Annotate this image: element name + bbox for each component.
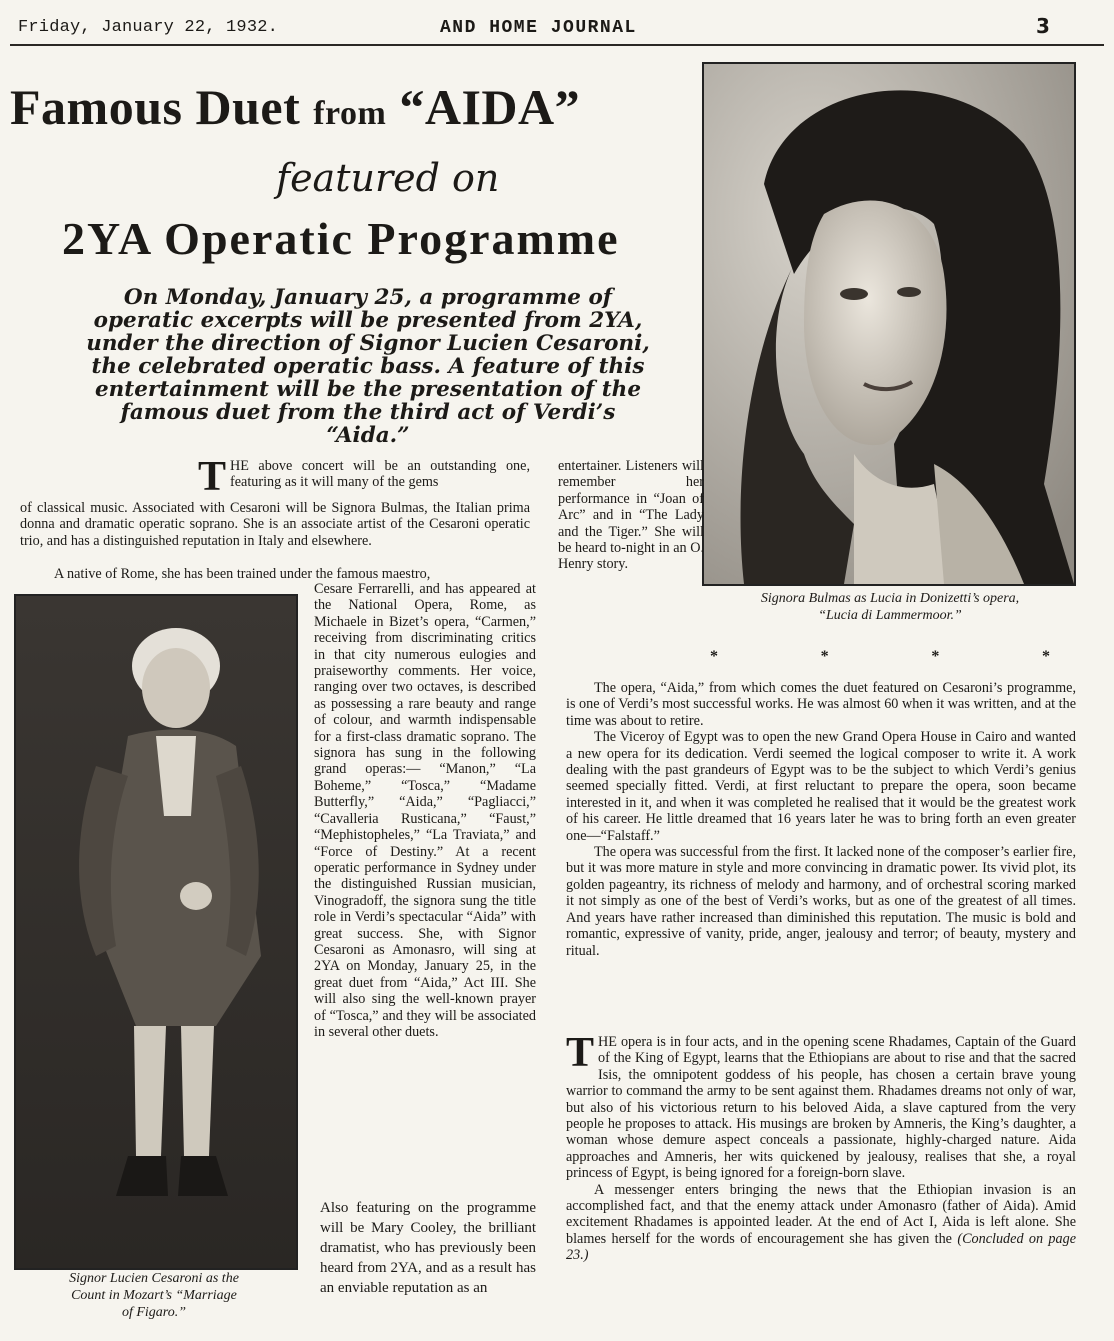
cesaroni-caption-line3: of Figaro.” bbox=[121, 1305, 187, 1320]
synopsis-paragraph-1 bbox=[566, 1030, 1076, 1182]
journal-title: AND HOME JOURNAL bbox=[440, 18, 637, 38]
synopsis-text-2: A messenger enters bringing the news that the Ethiopian invasion is an accomplished fact, and that the enemy attack under Amonasro (father of Aida). Amid excitement Rhadames is appointed leader. At the end of Act I, Aida is left alone. She blames herself for the words of encouragement she has given the bbox=[566, 1181, 1076, 1247]
bulmas-career-column: Cesare Ferrarelli, and has appeared at the National Opera, Rome, as Michaele in Bizet’s opera, “Carmen,” receiving from discriminating critics in that city numerous eulogies and praiseworthy comments. Her voice, ranging over two octaves, is described as possessing a rare beauty and range of colour, and warmth indispensable for a first-class dramatic soprano. The signora has sung in the following grand operas:— “Manon,” “La Boheme,” “Tosca,” “Madame Butterfly,” “Aida,” “Pagliacci,” “Cavalleria Rusticana,” “Faust,” “Mephistopheles,” “La Traviata,” and “Force of Destiny.” At a recent operatic performance in Sydney under the distinguished Russian musician, Vinogradoff, the signora sung the title role in Verdi’s spectacular “Aida” with great success. She, with Signor Cesaroni as Amonasro, will sing at 2YA on Monday, January 25, in the great duet from “Aida,” Act III. She will also sing the well-known prayer of “Tosca,” and they will be associated in several other duets. bbox=[314, 581, 536, 1040]
section-divider-stars bbox=[710, 648, 1050, 666]
running-head bbox=[0, 0, 1114, 44]
headline bbox=[10, 78, 690, 136]
opera-paragraph-1: The opera, “Aida,” from which comes the duet featured on Cesaroni’s programme, is one of Verdi’s most successful works. He was almost 60 when it was written, and at the time was about to retire. bbox=[566, 680, 1076, 729]
header-rule bbox=[10, 44, 1104, 46]
bulmas-caption-line2: “Lucia di Lammermoor.” bbox=[818, 608, 962, 623]
opera-synopsis bbox=[566, 1030, 1076, 1264]
also-featuring-paragraph: Also featuring on the programme will be Mary Cooley, the brilliant dramatist, who has previously been heard from 2YA, and as a result has an enviable reputation as an bbox=[320, 1200, 536, 1296]
headline-from: from bbox=[313, 95, 387, 132]
deck: featured on bbox=[276, 156, 500, 200]
star: * bbox=[710, 648, 718, 665]
star: * bbox=[820, 648, 829, 665]
portrait-illustration bbox=[704, 64, 1074, 584]
headline-famous-duet: Famous Duet bbox=[10, 79, 301, 135]
subhead: 2YA Operatic Programme bbox=[62, 213, 620, 264]
page-number: 3 bbox=[1036, 14, 1050, 38]
synopsis-paragraph-2 bbox=[566, 1182, 1076, 1264]
cesaroni-caption-line1: Signor Lucien Cesaroni as the bbox=[69, 1271, 239, 1286]
opera-paragraph-2: The Viceroy of Egypt was to open the new Grand Opera House in Cairo and wanted a new opera for its dedication. Verdi seemed the logical composer to write it. A work dealing with the past grandeurs of Egypt was to be the subject to which Verdi’s genius seemed specially fitted. Verdi, at first reluctant to prepare the opera, soon became interested in it, and when it was completed he realised that it would be the greatest work of his career. He little dreamed that 16 years later he was to bring forth an even greater one—“Falstaff.” bbox=[566, 729, 1076, 844]
figure-illustration bbox=[16, 596, 296, 1268]
native-line: A native of Rome, she has been trained under the famous maestro, bbox=[54, 566, 431, 582]
continued-note: (Concluded on page 23.) bbox=[566, 1230, 1076, 1264]
opera-history bbox=[566, 680, 1076, 959]
cesaroni-caption bbox=[14, 1270, 294, 1321]
star: * bbox=[1041, 648, 1050, 665]
issue-date: Friday, January 22, 1932. bbox=[18, 18, 279, 37]
opera-paragraph-3: The opera was successful from the first. It lacked none of the composer’s earlier fire, but it was more mature in style and more convincing in dramatic power. Its vivid plot, its golden pageantry, its richness of melody and harmony, and of orchestral scoring marked it not simply as one of the best of Verdi’s works, but as one of the greatest of all times. And years have rather increased than diminished this reputation. The music is bold and romantic, expressive of vanity, pride, anger, jealousy and terror; of beauty, mystery and ritual. bbox=[566, 844, 1076, 959]
concert-paragraph-top bbox=[198, 454, 530, 500]
drop-cap: T bbox=[566, 1030, 595, 1076]
drop-cap: T bbox=[198, 454, 227, 500]
concert-text-top: HE above concert will be an outstanding one, featuring as it will many of the gems bbox=[230, 458, 530, 491]
bulmas-caption-line1: Signora Bulmas as Lucia in Donizetti’s opera, bbox=[760, 591, 1020, 606]
concert-paragraph-rest: of classical music. Associated with Cesaroni will be Signora Bulmas, the Italian prima donna and dramatic operatic soprano. She is an associate artist of the Cesaroni operatic trio, and has a distinguished reputation in Italy and elsewhere. bbox=[20, 500, 530, 549]
cesaroni-caption-line2: Count in Mozart’s “Marriage bbox=[71, 1288, 237, 1303]
entertainer-column: entertainer. Listeners will remember her performance in “Joan of Arc” and in “The Lady and the Tiger.” She will be heard to-night in an O. Henry story. bbox=[558, 458, 704, 573]
cesaroni-portrait bbox=[14, 594, 298, 1270]
star: * bbox=[931, 648, 940, 665]
synopsis-text-1: HE opera is in four acts, and in the opening scene Rhadames, Captain of the Guard of the King of Egypt, learns that the Ethiopians are about to rise and that the sacred Isis, the omnipotent goddess of his people, has chosen a certain brave young warrior to command the army to be sent against them. Rhadames dreams not only of war, but also of his victorious return to his beloved Aida, a slave captured from the very people he proposes to attack. His musings are broken by Amneris, the King’s daughter, a woman whose demure aspect conceals a passionate, highly-charged nature. Aida approaches and Amneris, her wits quickened by jealousy, realises that she, a royal princess of Egypt, is being ignored for a foreign-born slave. bbox=[566, 1034, 1076, 1182]
bulmas-caption bbox=[704, 590, 1076, 624]
bulmas-portrait bbox=[702, 62, 1076, 586]
headline-aida: “AIDA” bbox=[399, 79, 581, 135]
intro-paragraph: On Monday, January 25, a programme of operatic excerpts will be presented from 2YA, under the direction of Signor Lucien Cesaroni, the celebrated operatic bass. A feature of this entertainment will be the presentation of the famous duet from the third act of Verdi’s “Aida.” bbox=[86, 285, 650, 448]
